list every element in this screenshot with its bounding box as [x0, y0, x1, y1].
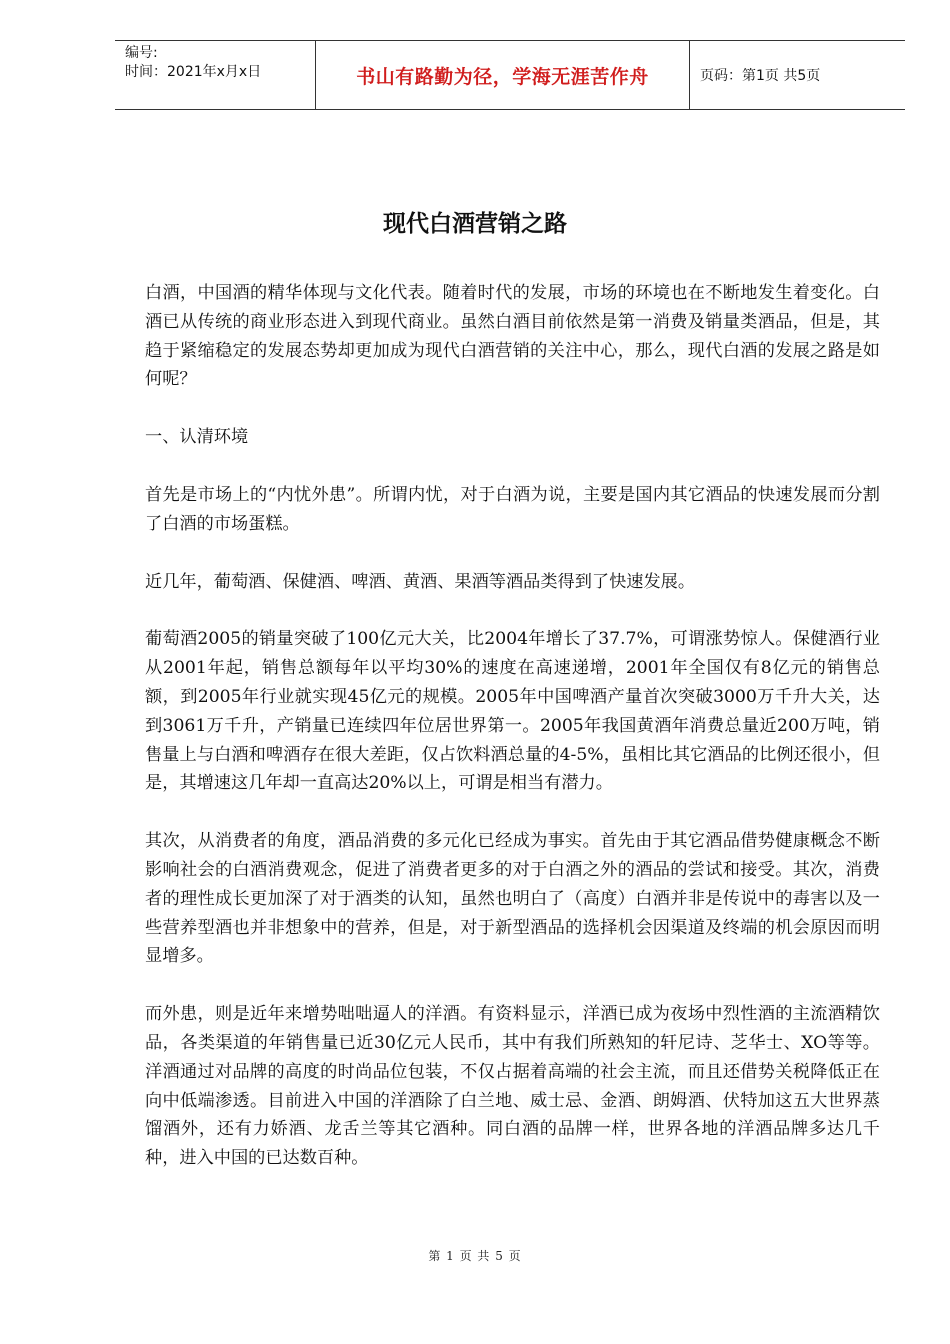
header-table: [115, 40, 905, 110]
paragraph: 葡萄酒2005的销量突破了100亿元大关，比2004年增长了37.7%，可谓涨势惊人。保健酒行业从2001年起，销售总额每年以平均30%的速度在高速递增，2001年全国仅有8亿元的销售总额，到2005年行业就实现45亿元的规模。2005年中国啤酒产量首次突破3000万千升大关，达到3061万千升，产销量已连续四年位居世界第一。2005年我国黄酒年消费总量近200万吨，销售量上与白酒和啤酒存在很大差距，仅占饮料酒总量的4-5%，虽相比其它酒品的比例还很小，但是，其增速这几年却一直高达20%以上，可谓是相当有潜力。: [145, 629, 880, 794]
motto-text: 书山有路勤为径，学海无涯苦作舟: [356, 65, 649, 88]
header-meta-cell: [115, 41, 316, 109]
header-page-cell: [690, 41, 905, 109]
paragraph: 近几年，葡萄酒、保健酒、啤酒、黄酒、果酒等酒品类得到了快速发展。: [145, 571, 696, 592]
section-heading: 一、认清环境: [145, 427, 249, 448]
page-info: 页码：第1页 共5页: [700, 68, 821, 84]
paragraph: 而外患，则是近年来增势咄咄逼人的洋酒。有资料显示，洋酒已成为夜场中烈性酒的主流酒精饮品，各类渠道的年销售量已近30亿元人民币，其中有我们所熟知的轩尼诗、芝华士、XO等等。洋酒通过对品牌的高度的时尚品位包装，不仅占据着高端的社会主流，而且还借势关税降低正在向中低端渗透。目前进入中国的洋酒除了白兰地、威士忌、金酒、朗姆酒、伏特加这五大世界蒸馏酒外，还有力娇酒、龙舌兰等其它酒种。同白酒的品牌一样，世界各地的洋酒品牌多达几千种，进入中国的已达数百种。: [145, 1004, 880, 1169]
document-title: 现代白酒营销之路: [383, 211, 567, 237]
paragraph: 其次，从消费者的角度，酒品消费的多元化已经成为事实。首先由于其它酒品借势健康概念不断影响社会的白酒消费观念，促进了消费者更多的对于白酒之外的酒品的尝试和接受。其次，消费者的理性成长更加深了对于酒类的认知，虽然也明白了（高度）白酒并非是传说中的毒害以及一些营养型酒也并非想象中的营养，但是，对于新型酒品的选择机会因渠道及终端的机会原因而明显增多。: [145, 831, 880, 967]
paragraph: 首先是市场上的“内忧外患”。所谓内忧，对于白酒为说，主要是国内其它酒品的快速发展而分割了白酒的市场蛋糕。: [145, 484, 880, 534]
paragraph-intro: 白酒，中国酒的精华体现与文化代表。随着时代的发展，市场的环境也在不断地发生着变化。白酒已从传统的商业形态进入到现代商业。虽然白酒目前依然是第一消费及销量类酒品，但是，其趋于紧缩稳定的发展态势却更加成为现代白酒营销的关注中心，那么，现代白酒的发展之路是如何呢？: [145, 283, 880, 390]
header-motto-cell: [316, 41, 690, 109]
time-label: 时间：2021年x月x日: [125, 64, 262, 80]
page-footer: 第 1 页 共 5 页: [428, 1249, 522, 1263]
serial-label: 编号:: [125, 45, 158, 61]
document-body: [145, 279, 880, 1202]
